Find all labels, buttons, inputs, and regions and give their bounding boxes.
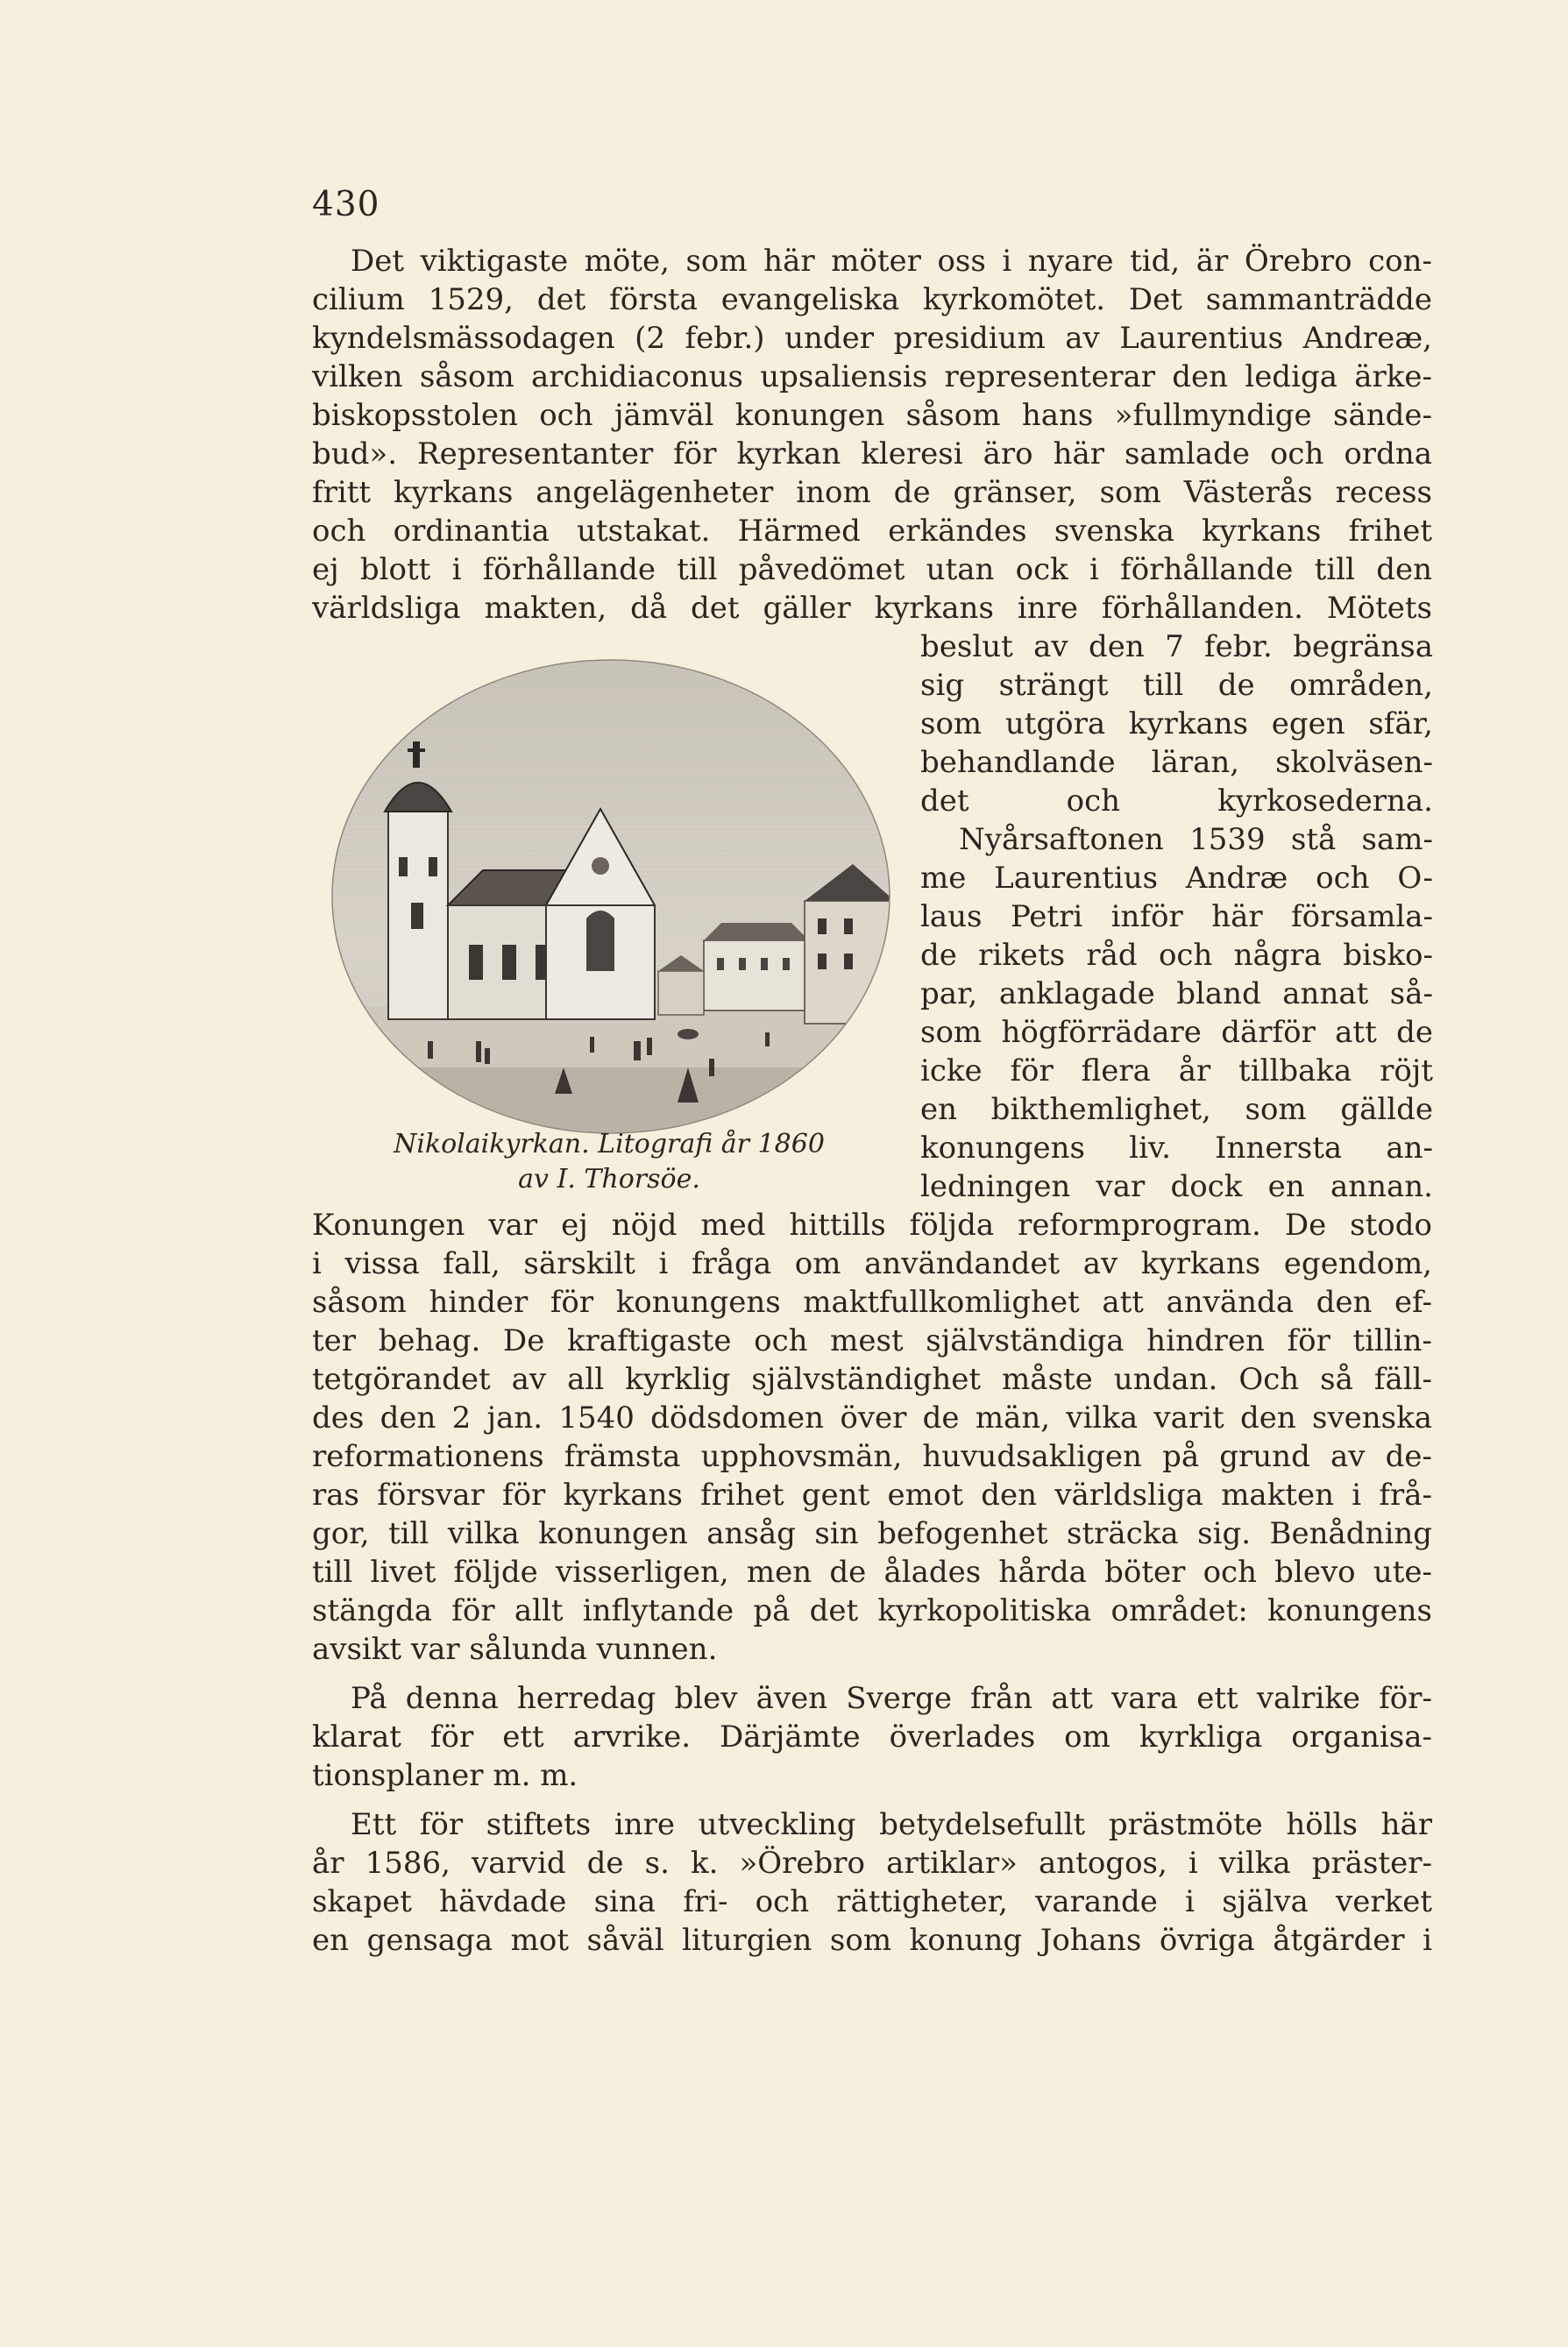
text-line: kyndelsmässodagen (2 febr.) under presidium av Laurentius Andreæ, <box>312 321 1432 356</box>
text-line: beslut av den 7 febr. begränsa <box>920 629 1433 664</box>
text-line: till livet följde visserligen, men de ålades hårda böter och blevo ute- <box>312 1555 1432 1590</box>
text-line: ras försvar för kyrkans frihet gent emot den världsliga makten i frå- <box>312 1478 1432 1513</box>
text-line: cilium 1529, det första evangeliska kyrkomötet. Det sammanträdde <box>312 282 1432 317</box>
text-line: På denna herredag blev även Sverge från att vara ett valrike för- <box>351 1681 1432 1716</box>
text-line: tionsplaner m. m. <box>312 1758 578 1793</box>
text-line: ledningen var dock en annan. <box>920 1169 1433 1204</box>
text-line: biskopsstolen och jämväl konungen såsom hans »fullmyndige sände- <box>312 398 1432 433</box>
text-line: såsom hinder för konungens maktfullkomlighet att använda den ef- <box>312 1285 1432 1320</box>
text-line: Det viktigaste möte, som här möter oss i nyare tid, är Örebro con- <box>351 244 1432 279</box>
text-line: det och kyrkosederna. <box>920 784 1433 819</box>
text-line: en bikthemlighet, som gällde <box>920 1092 1433 1127</box>
text-line: fritt kyrkans angelägenheter inom de gränser, som Västerås recess <box>312 475 1432 510</box>
text-line: Konungen var ej nöjd med hittills följda reformprogram. De stodo <box>312 1208 1432 1243</box>
text-line: Nyårsaftonen 1539 stå sam- <box>959 822 1433 857</box>
text-line: vilken såsom archidiaconus upsaliensis representerar den lediga ärke- <box>312 359 1432 394</box>
text-line: ter behag. De kraftigaste och mest självständiga hindren för tillin- <box>312 1323 1432 1358</box>
text-line: avsikt var sålunda vunnen. <box>312 1632 718 1667</box>
text-line: år 1586, varvid de s. k. »Örebro artiklar» antogos, i vilka präster- <box>312 1846 1432 1881</box>
text-line: stängda för allt inflytande på det kyrkopolitiska området: konungens <box>312 1593 1432 1628</box>
church-lithograph <box>327 656 895 1138</box>
text-line: klarat för ett arvrike. Därjämte överlades om kyrkliga organisa- <box>312 1719 1432 1755</box>
text-line: som högförrädare därför att de <box>920 1015 1433 1050</box>
text-line: bud». Representanter för kyrkan kleresi äro här samlade och ordna <box>312 436 1432 472</box>
text-line: reformationens främsta upphovsmän, huvudsakligen på grund av de- <box>312 1439 1432 1474</box>
text-line: skapet hävdade sina fri- och rättigheter, varande i själva verket <box>312 1884 1432 1919</box>
page-number: 430 <box>312 185 380 224</box>
text-line: par, anklagade bland annat så- <box>920 976 1433 1011</box>
text-line: gor, till vilka konungen ansåg sin befogenhet sträcka sig. Benådning <box>312 1516 1432 1551</box>
text-line: i vissa fall, särskilt i fråga om användandet av kyrkans egendom, <box>312 1246 1432 1281</box>
text-line: sig strängt till de områden, <box>920 668 1433 703</box>
text-line: des den 2 jan. 1540 dödsdomen över de män, vilka varit den svenska <box>312 1400 1432 1436</box>
text-line: laus Petri inför här församla- <box>920 899 1433 934</box>
text-line: behandlande läran, skolväsen- <box>920 745 1433 780</box>
text-line: konungens liv. Innersta an- <box>920 1131 1433 1166</box>
text-line: och ordinantia utstakat. Härmed erkändes svenska kyrkans frihet <box>312 514 1432 549</box>
text-line: de rikets råd och några bisko- <box>920 938 1433 973</box>
text-line: världsliga makten, då det gäller kyrkans inre förhållanden. Mötets <box>312 591 1432 626</box>
text-line: me Laurentius Andræ och O- <box>920 861 1433 896</box>
text-line: icke för flera år tillbaka röjt <box>920 1053 1433 1088</box>
text-line: tetgörandet av all kyrklig självständighet måste undan. Och så fäll- <box>312 1362 1432 1397</box>
text-line: en gensaga mot såväl liturgien som konung Johans övriga åtgärder i <box>312 1923 1432 1958</box>
figure-caption: Nikolaikyrkan. Litografi år 1860 av I. Thorsöe. <box>394 1129 825 1195</box>
text-line: som utgöra kyrkans egen sfär, <box>920 706 1433 741</box>
text-line: Ett för stiftets inre utveckling betydelsefullt prästmöte hölls här <box>351 1807 1432 1842</box>
text-line: ej blott i förhållande till påvedömet utan ock i förhållande till den <box>312 552 1432 587</box>
